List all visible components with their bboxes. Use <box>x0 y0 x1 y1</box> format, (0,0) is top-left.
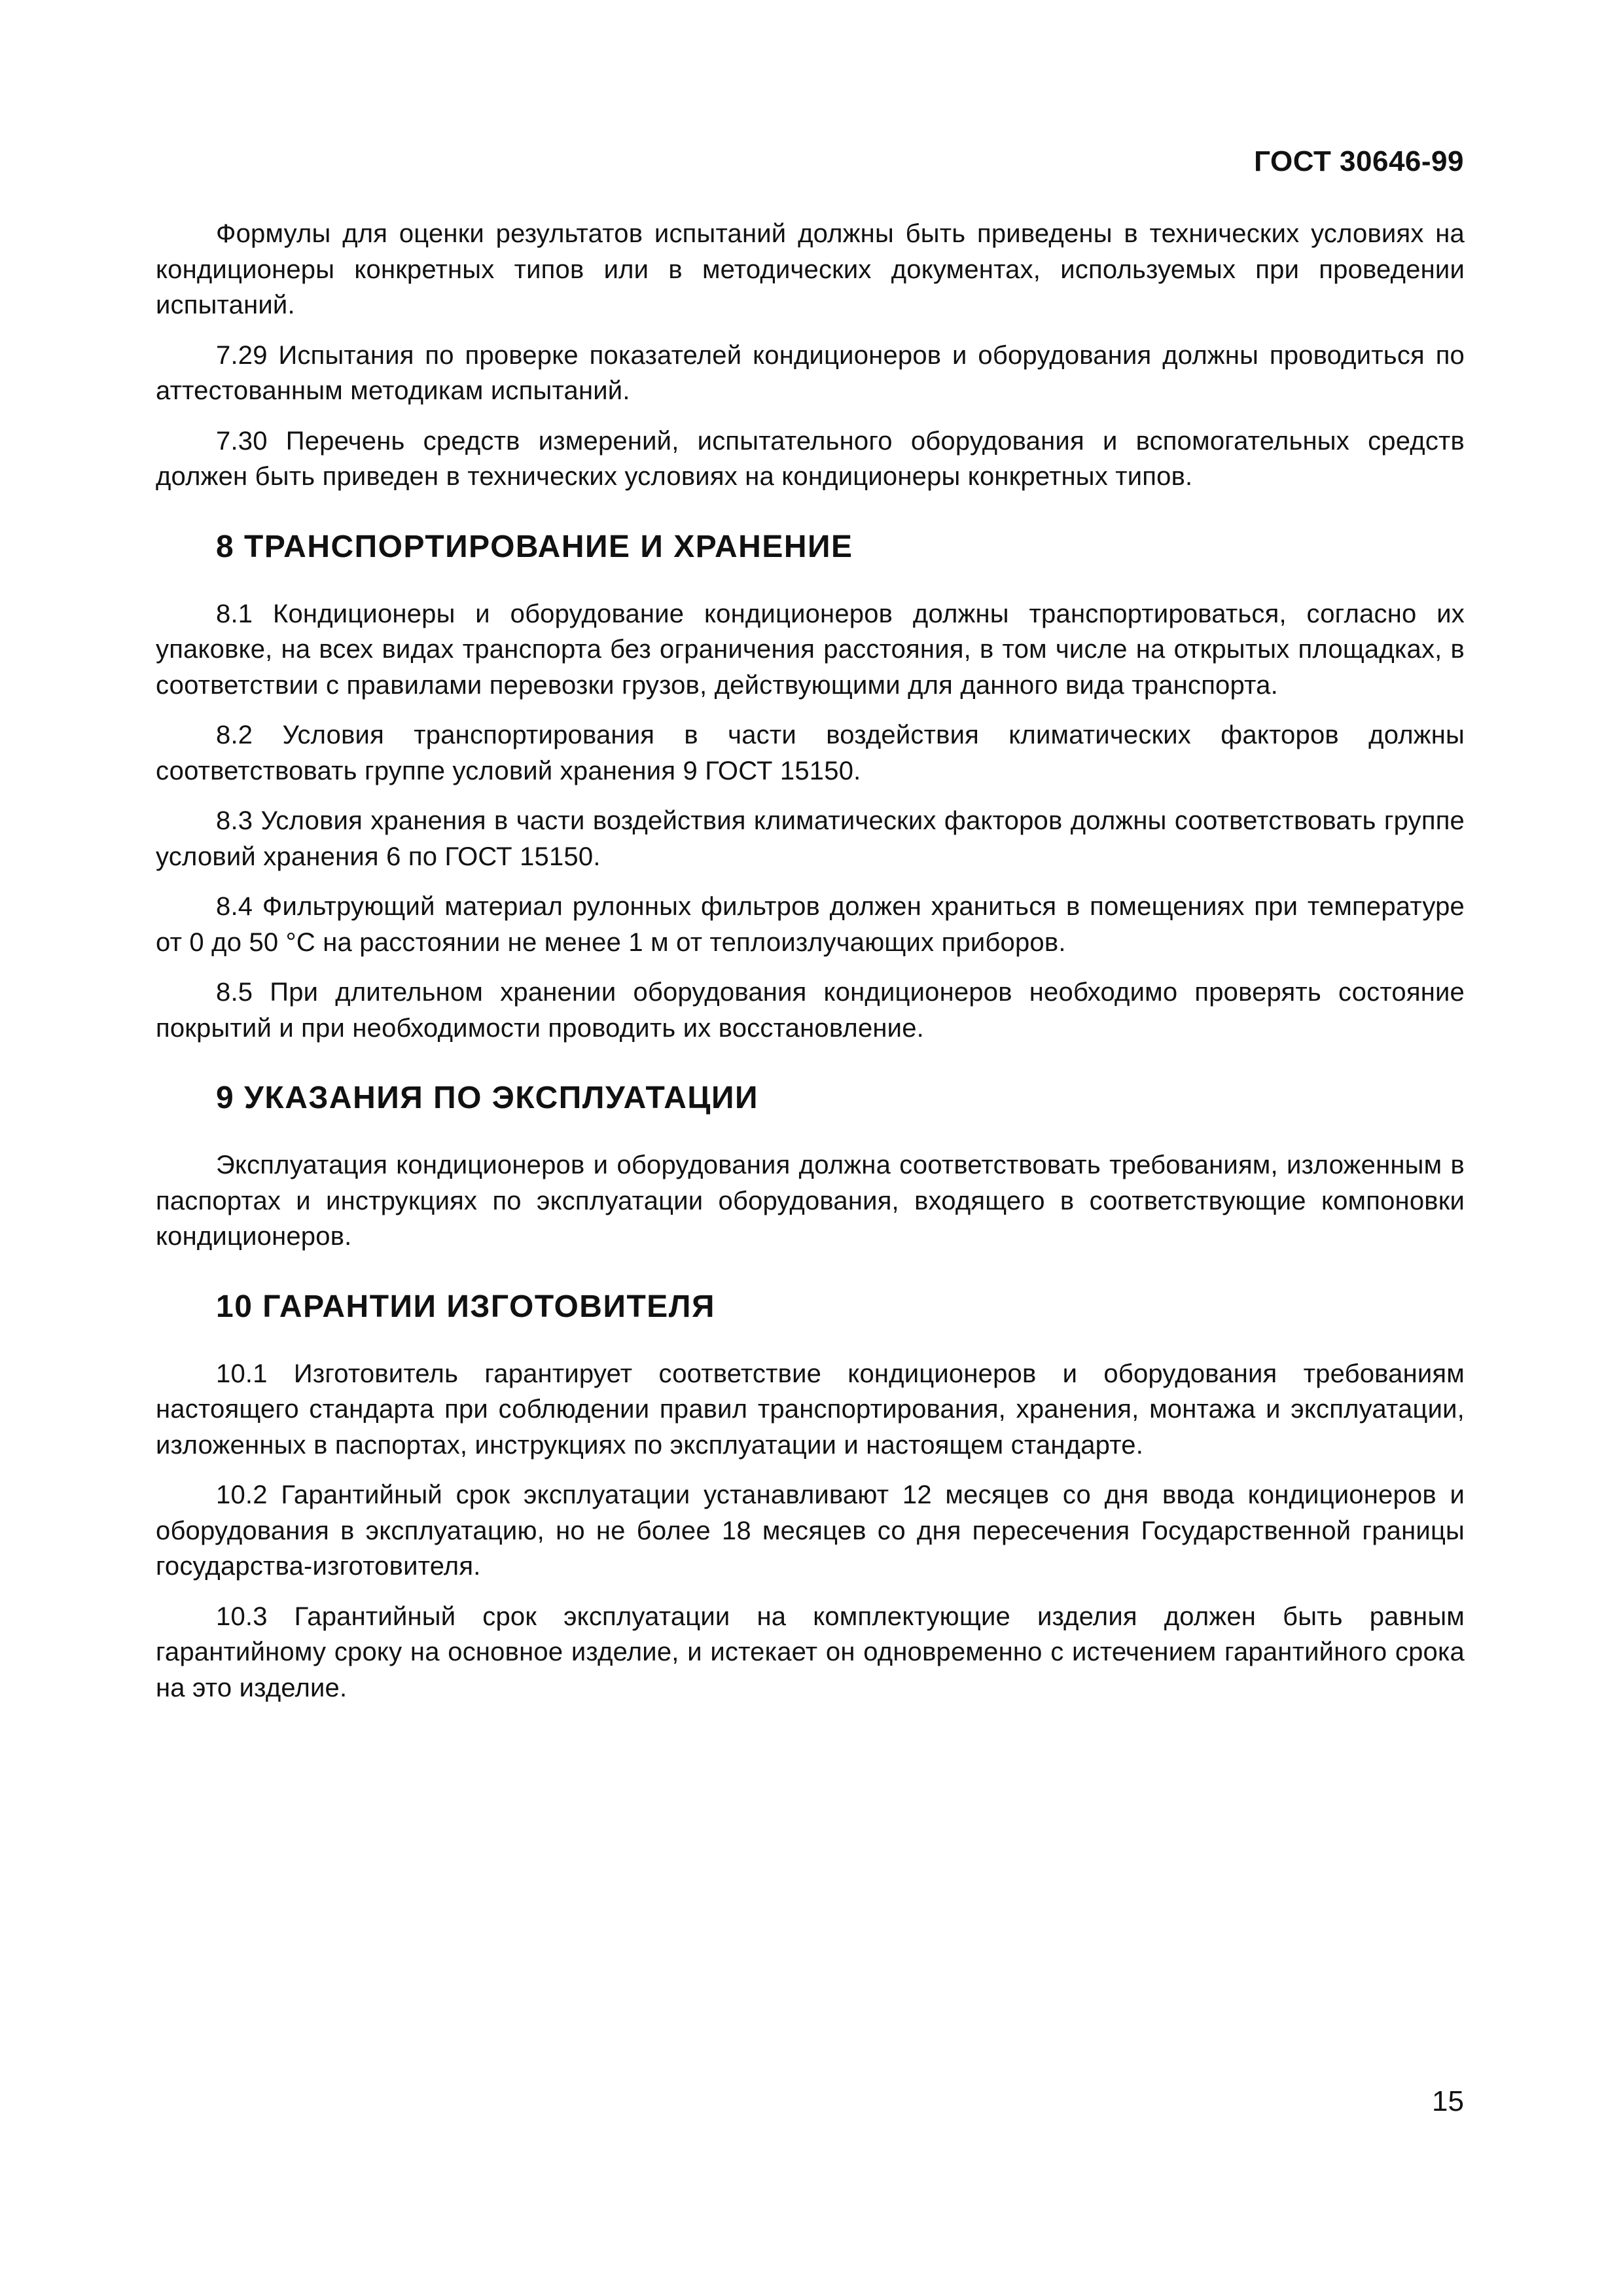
paragraph-8-3: 8.3 Условия хранения в части воздействия климатических факторов должны соответствовать группе условий хранения 6 по ГОСТ 15150. <box>156 806 1465 871</box>
paragraph-8-2: 8.2 Условия транспортирования в части воздействия климатических факторов должны соответствовать группе условий хранения 9 ГОСТ 15150. <box>156 721 1465 785</box>
paragraph-8-4: 8.4 Фильтрующий материал рулонных фильтров должен храниться в помещениях при температуре от 0 до 50 °С на расстоянии не менее 1 м от теплоизлучающих приборов. <box>156 892 1465 957</box>
paragraph-7-30: 7.30 Перечень средств измерений, испытательного оборудования и вспомогательных средств должен быть приведен в технических условиях на кондиционеры конкретных типов. <box>156 426 1465 491</box>
paragraph: Формулы для оценки результатов испытаний должны быть приведены в технических условиях на кондиционеры конкретных типов или в методических документах, используемых при проведении испытаний. <box>156 219 1465 319</box>
document-code: ГОСТ 30646-99 <box>1254 145 1464 177</box>
paragraph-8-1: 8.1 Кондиционеры и оборудование кондиционеров должны транспортироваться, согласно их упаковке, на всех видах транспорта без ограничения расстояния, в том числе на открытых площадках, в соответствии с правилами перевозки грузов, действующими для данного вида транспорта. <box>156 599 1465 700</box>
paragraph-10-1: 10.1 Изготовитель гарантирует соответствие кондиционеров и оборудования требованиям настоящего стандарта при соблюдении правил транспортирования, хранения, монтажа и эксплуатации, изложенных в паспортах, инструкциях по эксплуатации и настоящем стандарте. <box>156 1359 1465 1460</box>
section-9-heading: 9 УКАЗАНИЯ ПО ЭКСПЛУАТАЦИИ <box>216 1081 758 1115</box>
paragraph-8-5: 8.5 При длительном хранении оборудования кондиционеров необходимо проверять состояние покрытий и при необходимости проводить их восстановление. <box>156 978 1465 1043</box>
paragraph-9: Эксплуатация кондиционеров и оборудования должна соответствовать требованиям, изложенным в паспортах и инструкциях по эксплуатации оборудования, входящего в соответствующие компоновки кондиционеров. <box>156 1151 1465 1251</box>
page-number: 15 <box>1432 2085 1464 2117</box>
section-8-heading: 8 ТРАНСПОРТИРОВАНИЕ И ХРАНЕНИЕ <box>216 529 853 564</box>
page-content <box>156 216 1465 1720</box>
section-10-heading: 10 ГАРАНТИИ ИЗГОТОВИТЕЛЯ <box>216 1289 715 1324</box>
paragraph-10-3: 10.3 Гарантийный срок эксплуатации на комплектующие изделия должен быть равным гарантийному сроку на основное изделие, и истекает он одновременно с истечением гарантийного срока на это изделие. <box>156 1602 1465 1702</box>
paragraph-7-29: 7.29 Испытания по проверке показателей кондиционеров и оборудования должны проводиться по аттестованным методикам испытаний. <box>156 340 1465 405</box>
paragraph-10-2: 10.2 Гарантийный срок эксплуатации устанавливают 12 месяцев со дня ввода кондиционеров и оборудования в эксплуатацию, но не более 18 месяцев со дня пересечения Государственной границы государства-изготовителя. <box>156 1480 1465 1581</box>
